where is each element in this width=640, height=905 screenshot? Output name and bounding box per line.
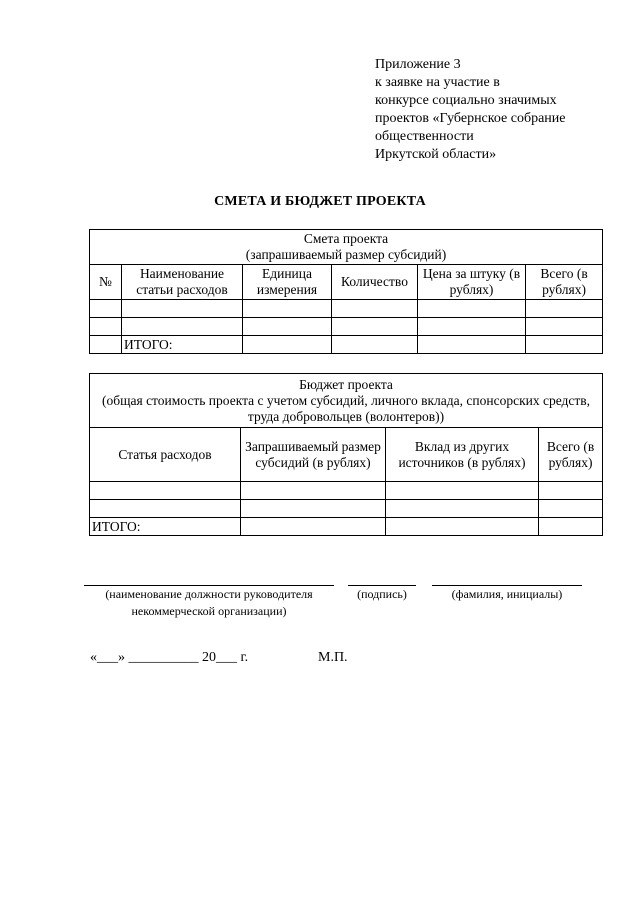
- column-header-other-sources: Вклад из других источников (в рублях): [386, 428, 539, 482]
- table-cell[interactable]: [243, 300, 332, 318]
- table-row: [90, 482, 603, 500]
- column-header-unit: Единица измерения: [243, 265, 332, 300]
- table-cell[interactable]: [243, 336, 332, 354]
- budget-table: [89, 373, 603, 536]
- column-header-number: №: [90, 265, 122, 300]
- estimate-header-row: [90, 265, 603, 300]
- estimate-caption-row: [90, 230, 603, 265]
- column-header-expense-name: Наименование статьи расходов: [122, 265, 243, 300]
- table-cell[interactable]: [332, 318, 418, 336]
- table-cell[interactable]: [241, 482, 386, 500]
- estimate-total-row: [90, 336, 603, 354]
- position-caption: (наименование должности руководителя некоммерческой организации): [105, 587, 313, 618]
- appendix-line: Иркутской области»: [375, 147, 497, 162]
- budget-caption: [90, 374, 603, 428]
- table-cell[interactable]: [539, 482, 603, 500]
- table-row: [90, 300, 603, 318]
- table-cell[interactable]: [526, 318, 603, 336]
- table-cell[interactable]: [122, 300, 243, 318]
- column-header-total: Всего (в рублях): [539, 428, 603, 482]
- estimate-total-label: ИТОГО:: [122, 336, 243, 354]
- table-cell[interactable]: [539, 500, 603, 518]
- table-cell[interactable]: [386, 518, 539, 536]
- column-header-expense: Статья расходов: [90, 428, 241, 482]
- table-cell[interactable]: [122, 318, 243, 336]
- appendix-line: конкурсе социально значимых: [375, 93, 557, 108]
- document-title: СМЕТА И БЮДЖЕТ ПРОЕКТА: [214, 194, 426, 209]
- table-cell[interactable]: [241, 500, 386, 518]
- budget-total-label: ИТОГО:: [90, 518, 241, 536]
- table-cell[interactable]: [332, 300, 418, 318]
- table-row: [90, 500, 603, 518]
- budget-header-row: [90, 428, 603, 482]
- column-header-total: Всего (в рублях): [526, 265, 603, 300]
- table-cell[interactable]: [418, 300, 526, 318]
- table-row: [90, 318, 603, 336]
- appendix-line: Приложение 3: [375, 57, 461, 72]
- table-cell[interactable]: [386, 500, 539, 518]
- table-cell[interactable]: [90, 300, 122, 318]
- appendix-line: к заявке на участие в: [375, 75, 500, 90]
- name-caption: (фамилия, инициалы): [451, 587, 563, 601]
- budget-caption-subtitle: (общая стоимость проекта с учетом субсидий, личного вклада, спонсорских средств, труда добровольцев (волонтеров)): [101, 392, 591, 424]
- table-cell[interactable]: [241, 518, 386, 536]
- table-cell[interactable]: [526, 336, 603, 354]
- signature-caption: (подпись): [357, 587, 407, 601]
- column-header-unit-price: Цена за штуку (в рублях): [418, 265, 526, 300]
- budget-total-row: [90, 518, 603, 536]
- table-cell[interactable]: [386, 482, 539, 500]
- table-cell[interactable]: [332, 336, 418, 354]
- table-cell[interactable]: [418, 336, 526, 354]
- table-cell[interactable]: [526, 300, 603, 318]
- budget-caption-title: Бюджет проекта: [299, 376, 393, 392]
- estimate-caption-title: Смета проекта: [303, 231, 389, 246]
- estimate-caption-subtitle: (запрашиваемый размер субсидий): [245, 247, 447, 262]
- table-cell[interactable]: [90, 318, 122, 336]
- estimate-table: [89, 229, 603, 354]
- column-header-requested-subsidy: Запрашиваемый размер субсидий (в рублях): [241, 428, 386, 482]
- table-cell[interactable]: [90, 336, 122, 354]
- stamp-label: М.П.: [318, 650, 348, 665]
- estimate-caption: [90, 230, 603, 265]
- date-line: «___» __________ 20___ г.: [90, 650, 249, 665]
- column-header-quantity: Количество: [332, 265, 418, 300]
- appendix-line: проектов «Губернское собрание: [375, 111, 566, 126]
- table-cell[interactable]: [90, 500, 241, 518]
- table-cell[interactable]: [539, 518, 603, 536]
- table-cell[interactable]: [243, 318, 332, 336]
- budget-caption-row: [90, 374, 603, 428]
- table-cell[interactable]: [90, 482, 241, 500]
- appendix-line: общественности: [375, 129, 474, 144]
- table-cell[interactable]: [418, 318, 526, 336]
- appendix-block: [375, 56, 615, 164]
